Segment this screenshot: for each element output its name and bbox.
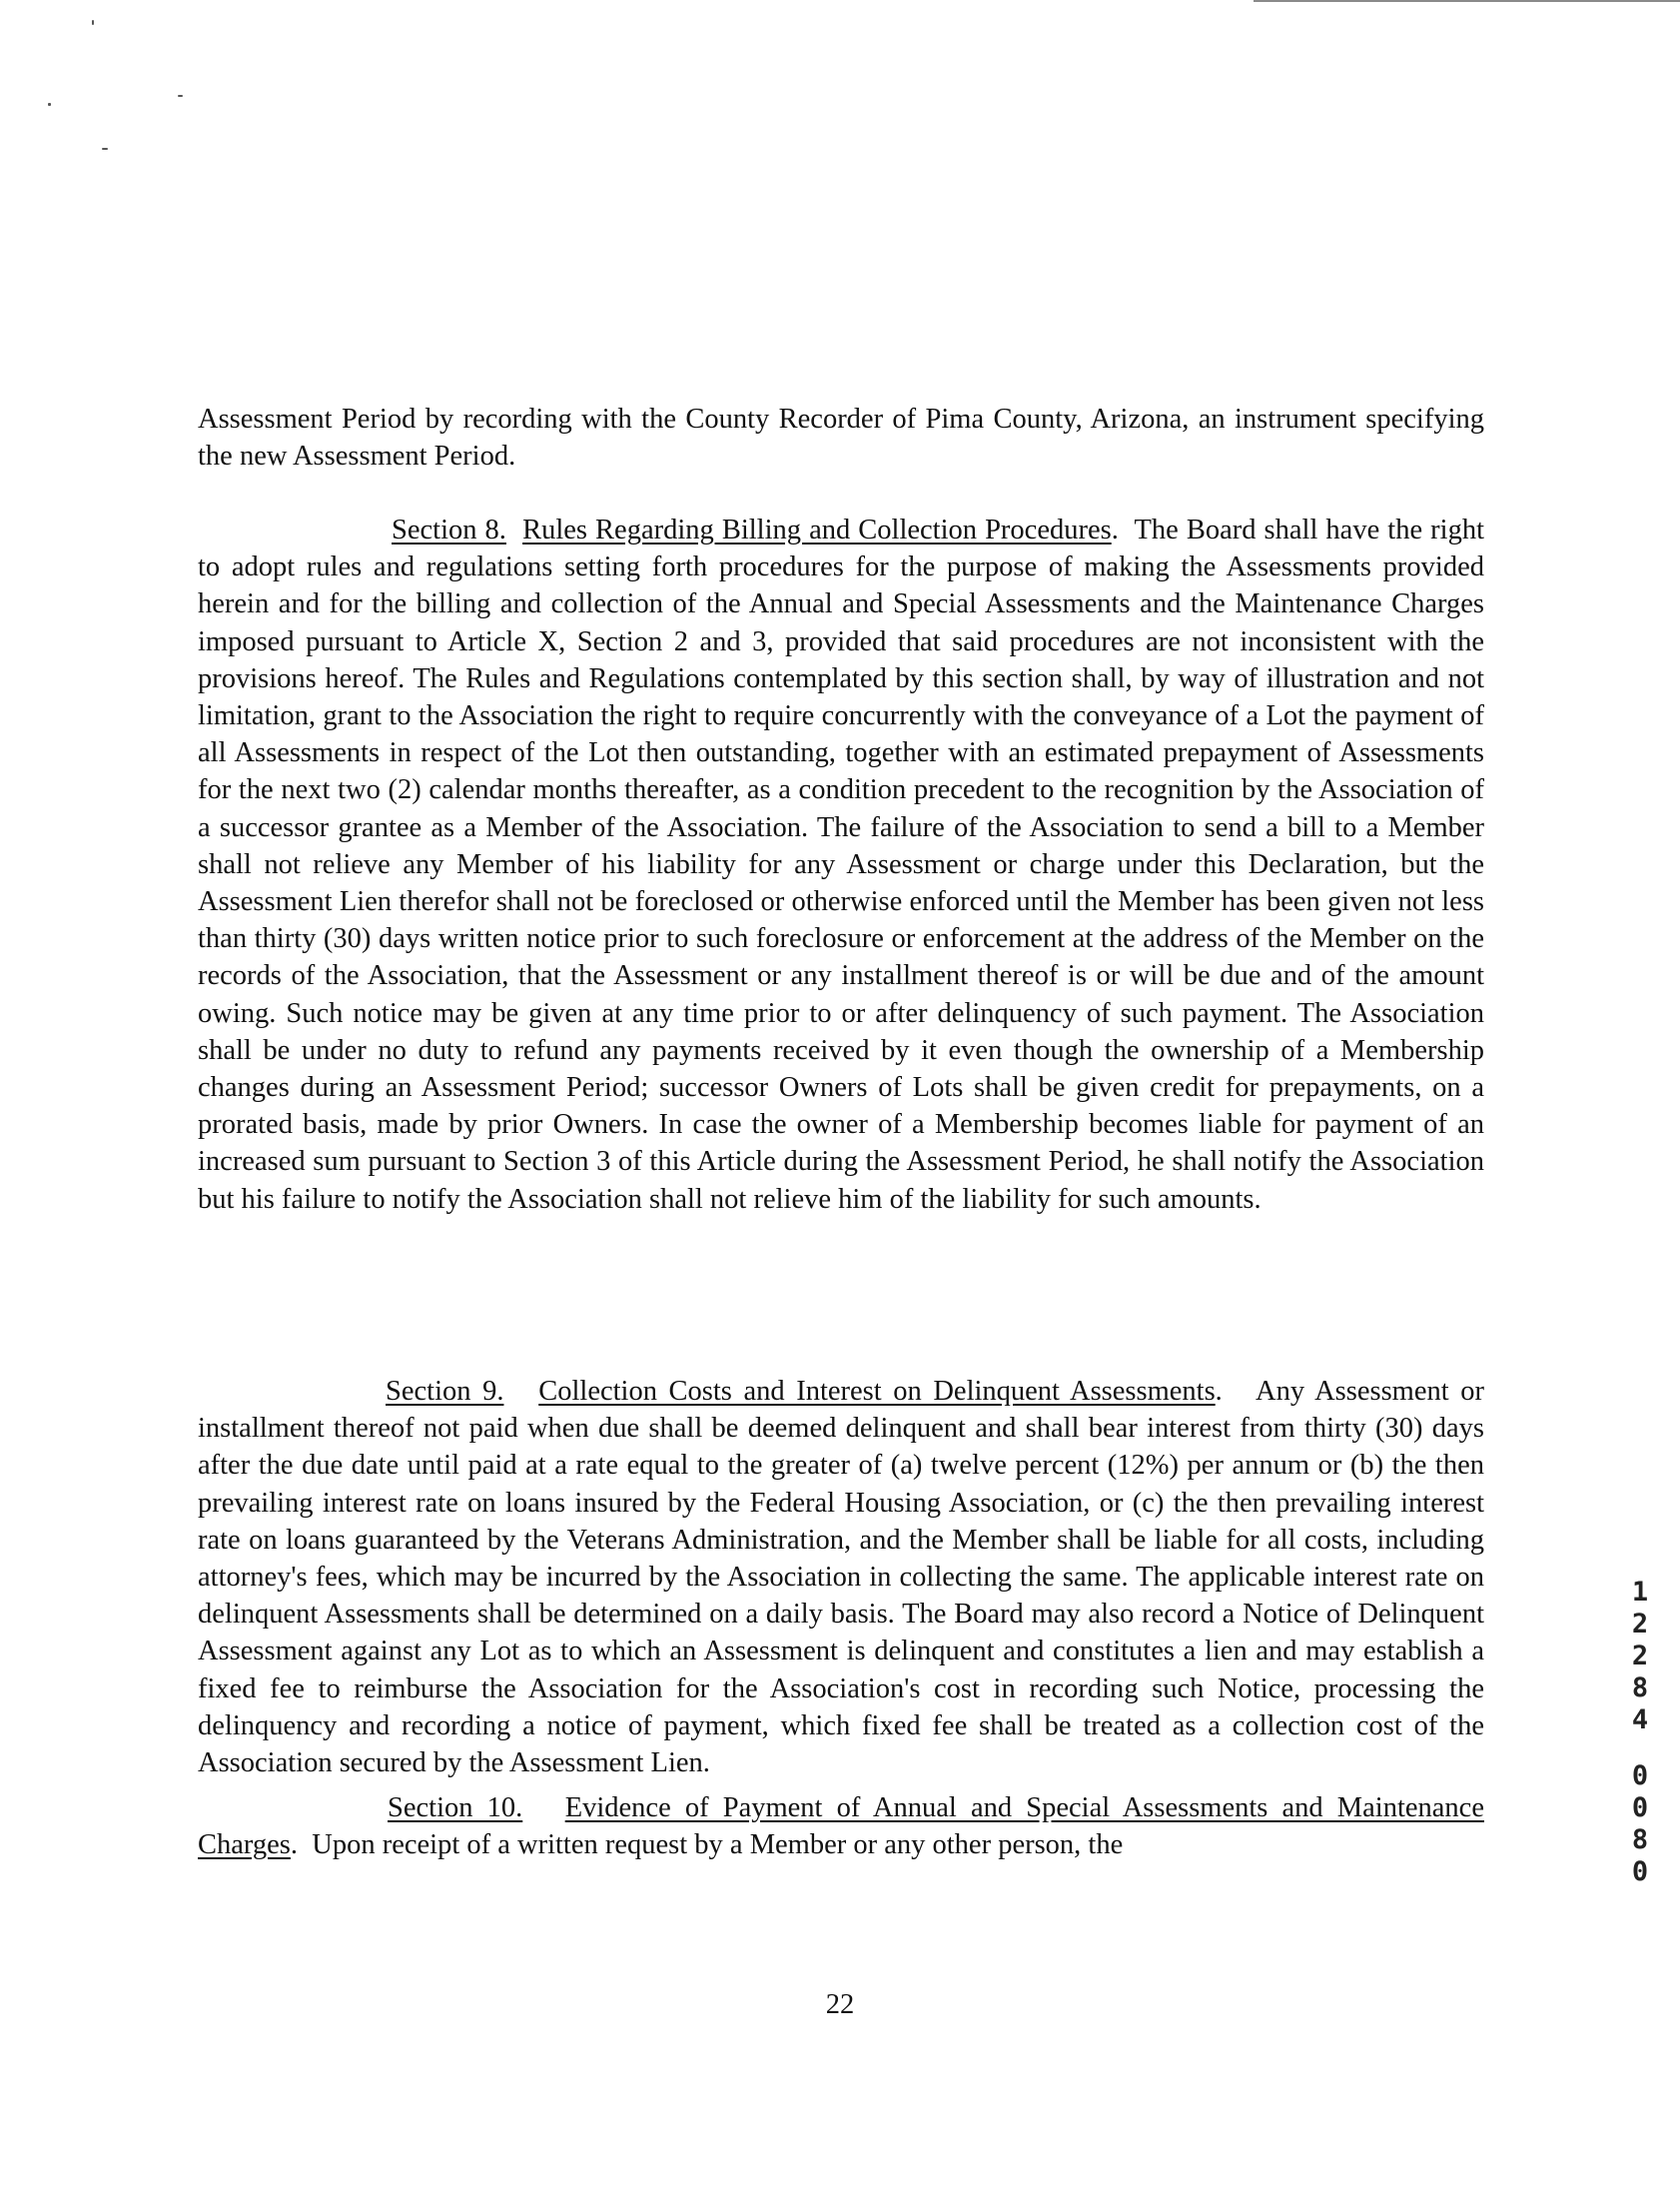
- stamp-digit: 2: [1631, 1641, 1649, 1671]
- stamp-digit: 4: [1631, 1704, 1649, 1735]
- stamp-digit: 8: [1631, 1824, 1649, 1855]
- section-9-number: Section 9.: [386, 1376, 504, 1407]
- page-number: 22: [825, 1989, 855, 2020]
- section-10-paragraph: [198, 1789, 1484, 1863]
- section-8-title: Rules Regarding Billing and Collection Procedures: [522, 515, 1112, 546]
- stamp-digit: 2: [1631, 1609, 1649, 1640]
- stamp-digit: 0: [1631, 1856, 1649, 1887]
- section-9-body: Any Assessment or installment thereof not paid when due shall be deemed delinquent and shall bear interest from thirty (30) days after the due date until paid at a rate equal to the greater of (a) twelve percent (12%) per annum or (b) the then prevailing interest rate on loans insured by the Federal Housing Association, or (c) the then prevailing interest rate on loans guaranteed by the Veterans Administration, and the Member shall be liable for all costs, including attorney's fees, which may be incurred by the Association in collecting the same. The applicable interest rate on delinquent Assessments shall be determined on a daily basis. The Board may also record a Notice of Delinquent Assessment against any Lot as to which an Assessment is delinquent and constitutes a lien and may establish a fixed fee to reimburse the Association for the Association's cost in recording such Notice, processing the delinquency and recording a notice of payment, which fixed fee shall be treated as a collection cost of the Association secured by the Assessment Lien.: [198, 1376, 1484, 1779]
- section-8-number: Section 8.: [392, 515, 506, 546]
- scan-speck: [102, 148, 108, 150]
- section-10-title-punct: .: [290, 1829, 299, 1861]
- section-9-paragraph: [198, 1373, 1484, 1781]
- stamp-digit: 8: [1631, 1672, 1649, 1703]
- section-9-title: Collection Costs and Interest on Delinquent Assessments: [538, 1376, 1216, 1407]
- scan-speck: [178, 95, 183, 97]
- stamp-digit: 0: [1631, 1760, 1649, 1791]
- section-8-body: The Board shall have the right to adopt rules and regulations setting forth procedures for the purpose of making the Assessments provided herein and for the billing and collection of the Annual and Special Assessments and the Maintenance Charges imposed pursuant to Article X, Section 2 and 3, provided that said procedures are not inconsistent with the provisions hereof. The Rules and Regulations contemplated by this section shall, by way of illustration and not limitation, grant to the Association the right to require concurrently with the conveyance of a Lot the payment of all Assessments in respect of the Lot then outstanding, together with an estimated prepayment of Assessments for the next two (2) calendar months thereafter, as a condition precedent to the recognition by the Association of a successor grantee as a Member of the Association. The failure of the Association to send a bill to a Member shall not relieve any Member of his liability for any Assessment or charge under this Declaration, but the Assessment Lien therefor shall not be foreclosed or otherwise enforced until the Member has been given not less than thirty (30) days written notice prior to such foreclosure or enforcement at the address of the Member on the records of the Association, that the Assessment or any installment thereof is or will be due and of the amount owing. Such notice may be given at any time prior to or after delinquency of such payment. The Association shall be under no duty to refund any payments received by it even though the ownership of a Membership changes during an Assessment Period; successor Owners of Lots shall be given credit for prepayments, on a prorated basis, made by prior Owners. In case the owner of a Membership becomes liable for payment of an increased sum pursuant to Section 3 of this Article during the Assessment Period, he shall notify the Association but his failure to notify the Association shall not relieve him of the liability for such amounts.: [198, 515, 1484, 1215]
- section-10-number: Section 10.: [388, 1792, 523, 1823]
- section-9-title-punct: .: [1215, 1376, 1223, 1407]
- top-edge-rule: [1254, 0, 1680, 2]
- stamp-digit: 1: [1631, 1577, 1649, 1608]
- section-10-title: Evidence of Payment of Annual and Special Assessments and Maintenance Charges: [198, 1792, 1484, 1861]
- scan-speck: [92, 20, 94, 25]
- section-8-paragraph: [198, 512, 1484, 1218]
- scan-speck: [48, 103, 51, 106]
- section-8-title-punct: .: [1111, 515, 1119, 546]
- continuation-paragraph: Assessment Period by recording with the County Recorder of Pima County, Arizona, an instrument specifying the new Assessment Period.: [198, 404, 1484, 473]
- stamp-digit: 0: [1631, 1792, 1649, 1823]
- section-10-body: Upon receipt of a written request by a Member or any other person, the: [312, 1829, 1124, 1861]
